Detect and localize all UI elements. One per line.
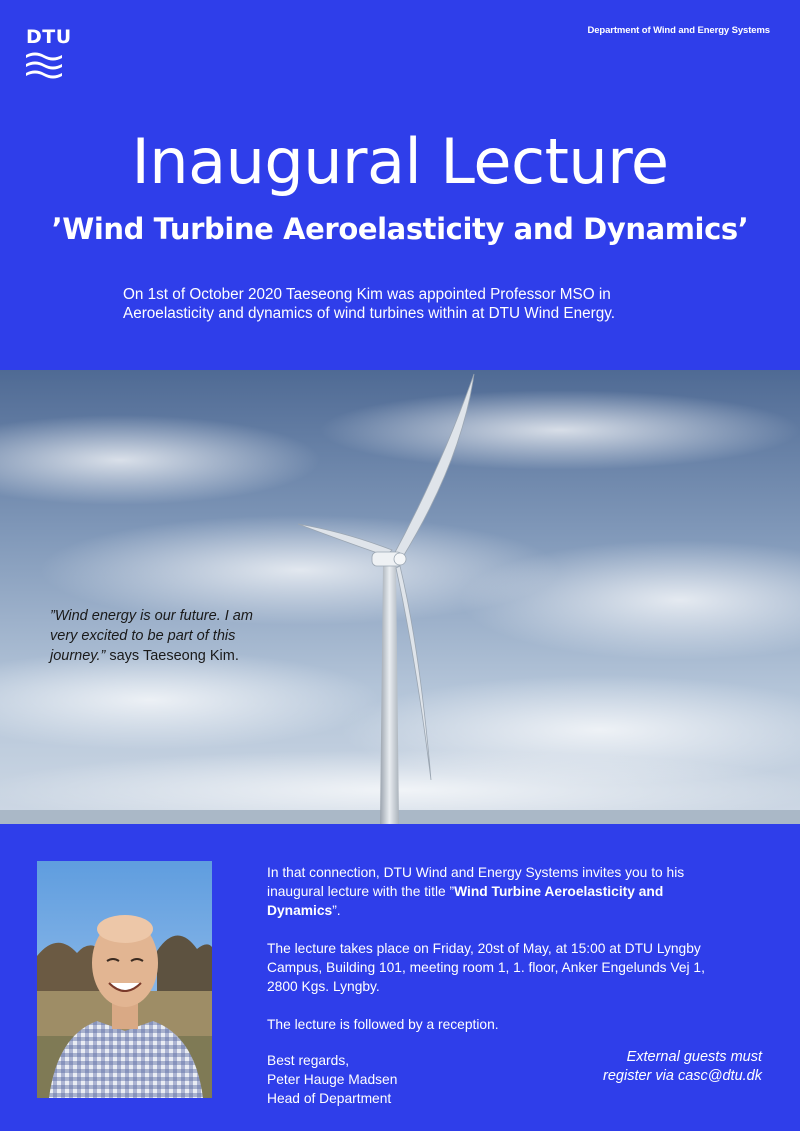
logo-waves-icon — [26, 51, 62, 79]
reception-note: The lecture is followed by a reception. — [267, 1017, 499, 1032]
lecture-subtitle: ’Wind Turbine Aeroelasticity and Dynamics’ — [51, 212, 749, 246]
signature-role: Head of Department — [267, 1091, 392, 1106]
signature-name: Peter Hauge Madsen — [267, 1072, 398, 1087]
external-line-1: External guests must — [626, 1049, 762, 1065]
lecture-title-bold: Wind Turbine Aeroelasticity and Dynamics — [267, 884, 664, 918]
intro-paragraph — [123, 285, 663, 323]
quote-line-3: journey.” — [50, 648, 106, 664]
invitation-end: ”. — [332, 903, 341, 918]
signature — [267, 1051, 397, 1108]
wind-turbine-illustration — [0, 370, 800, 824]
page-title: Inaugural Lecture — [131, 125, 669, 198]
external-line-2: register via casc@dtu.dk — [603, 1068, 762, 1084]
wind-turbine-photo — [0, 370, 800, 824]
portrait-photo — [37, 861, 212, 1098]
logo-text: DTU — [26, 26, 72, 48]
invitation-paragraph — [267, 863, 737, 920]
department-name: Department of Wind and Energy Systems — [587, 25, 770, 36]
invitation-intro: In that connection, DTU Wind and Energy Systems invites you to his inaugural lecture with the title ” — [267, 865, 685, 899]
signature-greeting: Best regards, — [267, 1053, 350, 1068]
intro-line-1: On 1st of October 2020 Taeseong Kim was appointed Professor MSO in — [123, 286, 611, 303]
portrait-illustration — [37, 861, 212, 1098]
dtu-logo — [26, 26, 72, 83]
quote-attribution: says Taeseong Kim. — [105, 648, 239, 664]
event-details: The lecture takes place on Friday, 20st of May, at 15:00 at DTU Lyngby Campus, Building 101, meeting room 1, 1. floor, Anker Engelunds Vej 1, 2800 Kgs. Lyngby. — [267, 941, 705, 994]
quote-text — [50, 606, 280, 666]
quote-line-1: ”Wind energy is our future. I am — [50, 608, 253, 624]
external-guests-note — [603, 1048, 762, 1086]
intro-line-2: Aeroelasticity and dynamics of wind turbines within at DTU Wind Energy. — [123, 305, 615, 322]
invitation-text — [267, 863, 737, 1053]
quote-line-2: very excited to be part of this — [50, 628, 236, 644]
